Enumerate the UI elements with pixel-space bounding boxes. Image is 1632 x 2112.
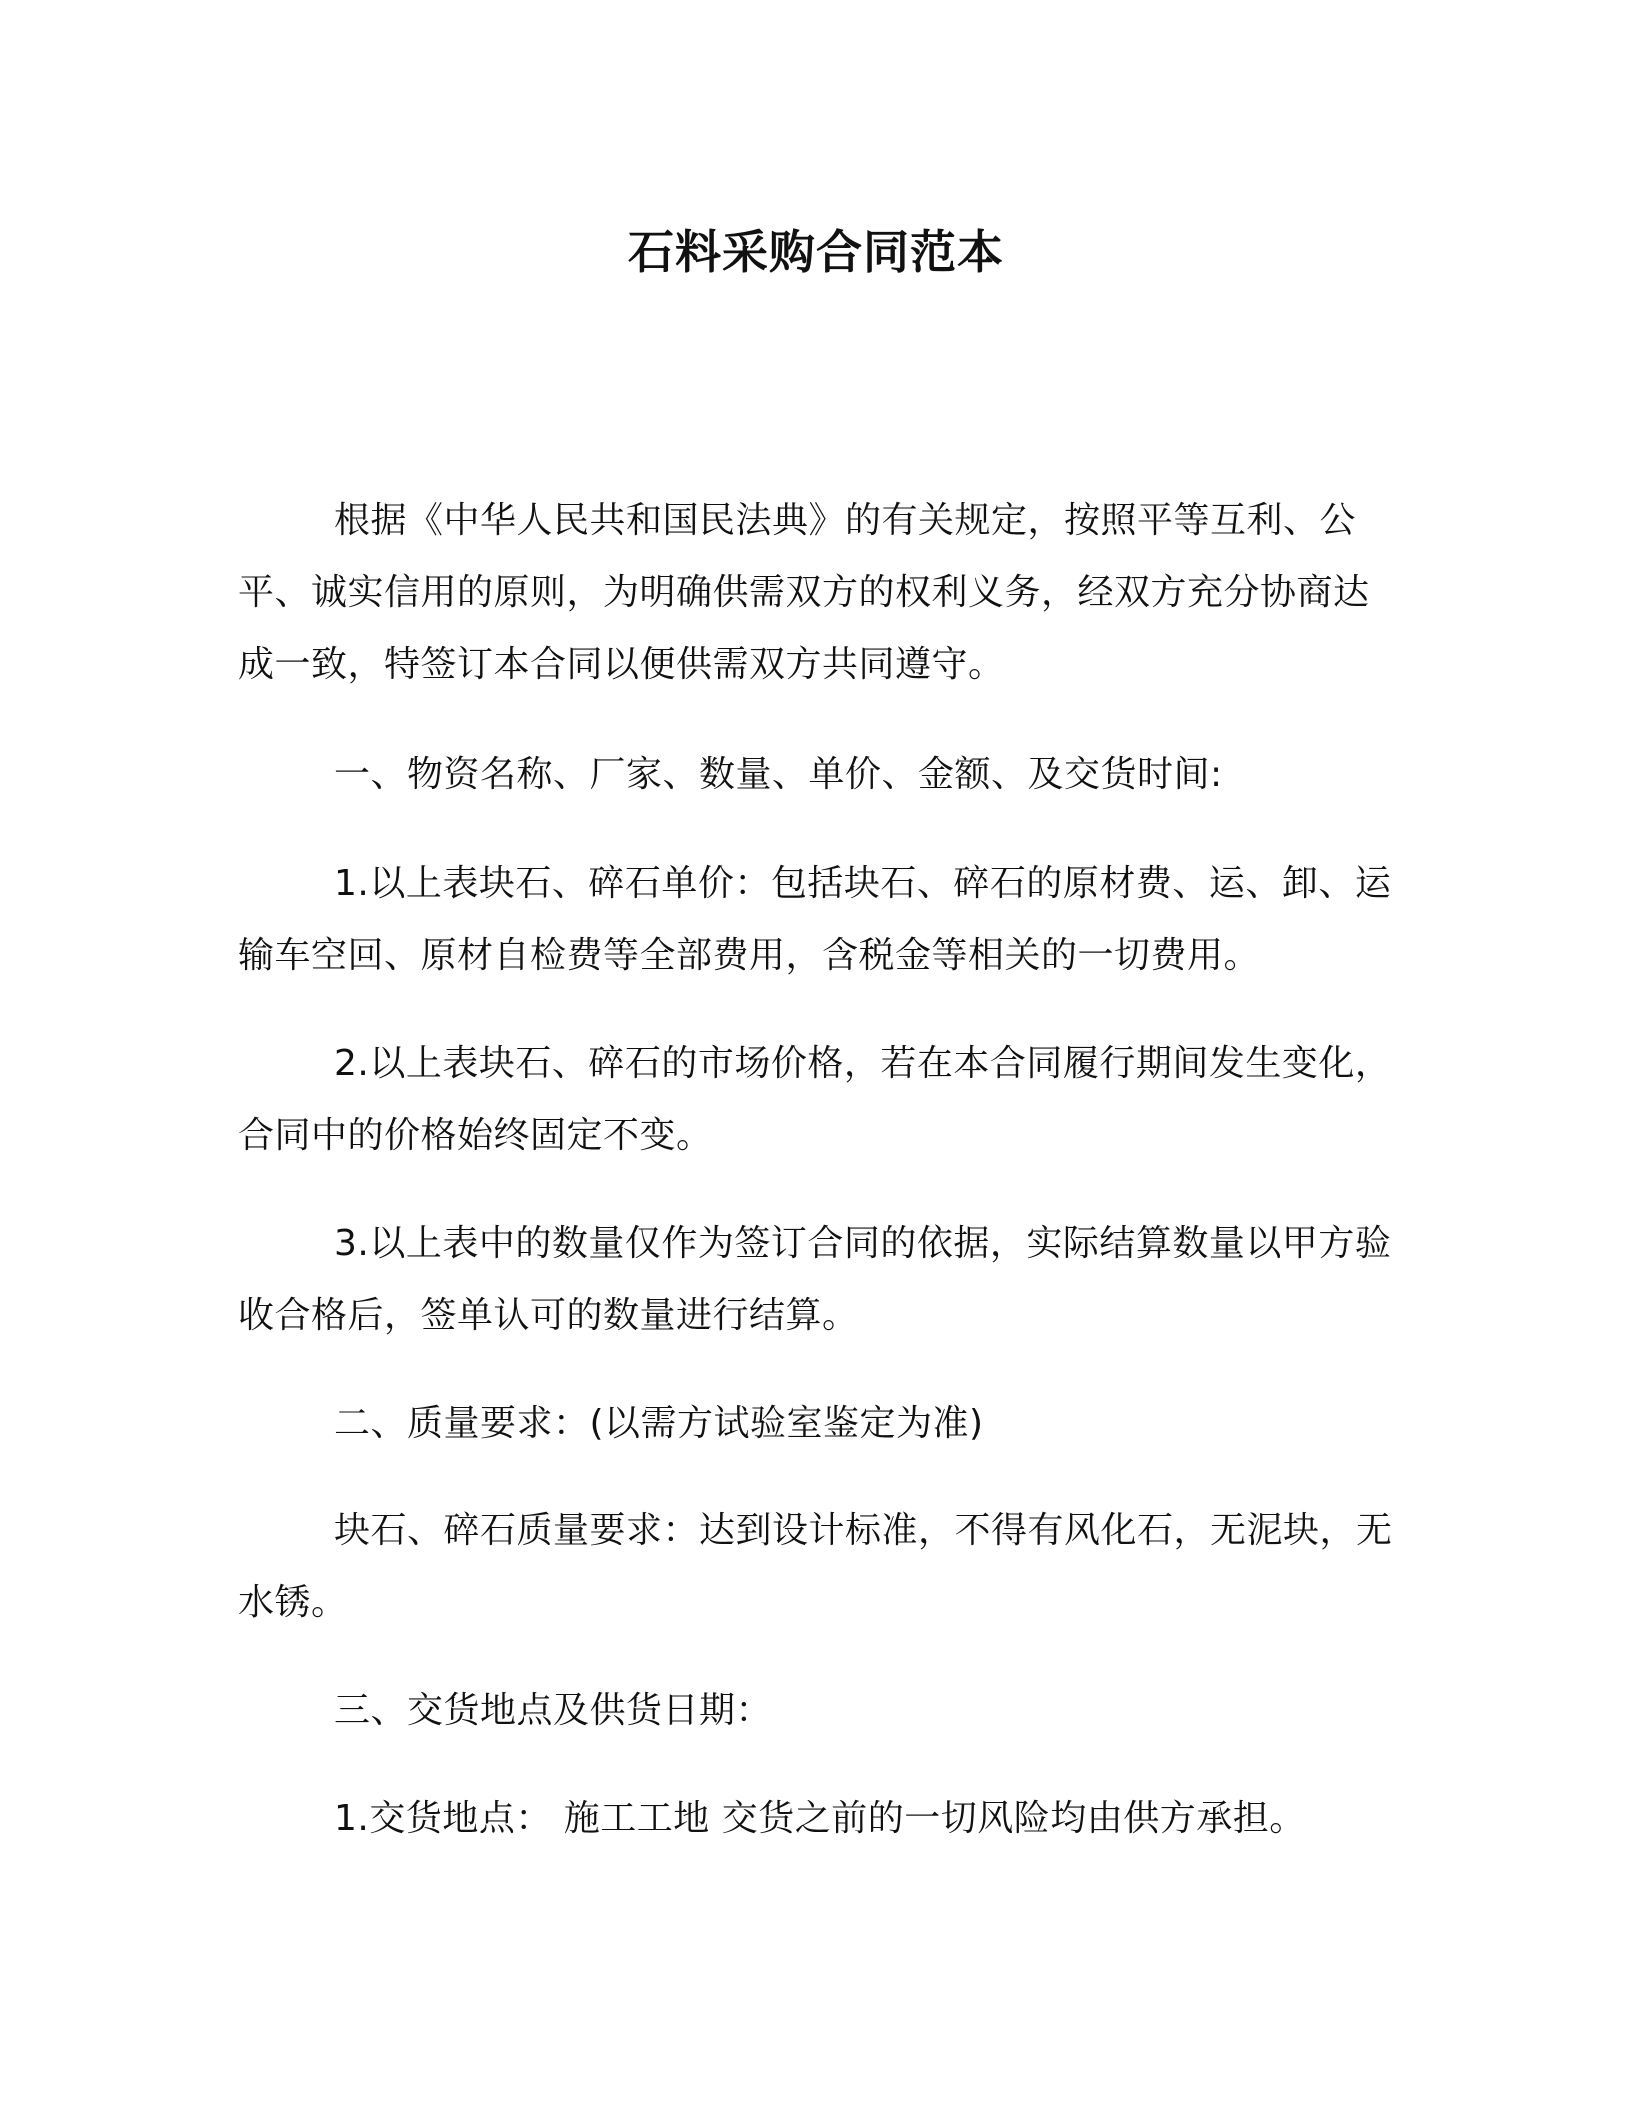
document-title: 石料采购合同范本 bbox=[628, 225, 1004, 279]
paragraph-preamble: 根据《中华人民共和国民法典》的有关规定，按照平等互利、公平、诚实信用的原则，为明确供需双方的权利义务，经双方充分协商达成一致，特签订本合同以便供需双方共同遵守。 bbox=[238, 500, 1370, 685]
section-heading-2: 二、质量要求：(以需方试验室鉴定为准) bbox=[334, 1403, 984, 1444]
clause-1-3: 3.以上表中的数量仅作为签订合同的依据，实际结算数量以甲方验收合格后，签单认可的数量进行结算。 bbox=[238, 1223, 1392, 1336]
clause-1-1: 1.以上表块石、碎石单价：包括块石、碎石的原材费、运、卸、运输车空回、原材自检费等全部费用，含税金等相关的一切费用。 bbox=[238, 863, 1392, 976]
section-heading-3: 三、交货地点及供货日期： bbox=[334, 1690, 773, 1731]
section-heading-1: 一、物资名称、厂家、数量、单价、金额、及交货时间: bbox=[334, 754, 1223, 795]
clause-1-2: 2.以上表块石、碎石的市场价格，若在本合同履行期间发生变化，合同中的价格始终固定不变。 bbox=[238, 1043, 1392, 1156]
quality-requirement: 块石、碎石质量要求：达到设计标准，不得有风化石，无泥块，无水锈。 bbox=[238, 1510, 1393, 1623]
clause-3-1: 1.交货地点： 施工工地 交货之前的一切风险均由供方承担。 bbox=[334, 1798, 1306, 1839]
